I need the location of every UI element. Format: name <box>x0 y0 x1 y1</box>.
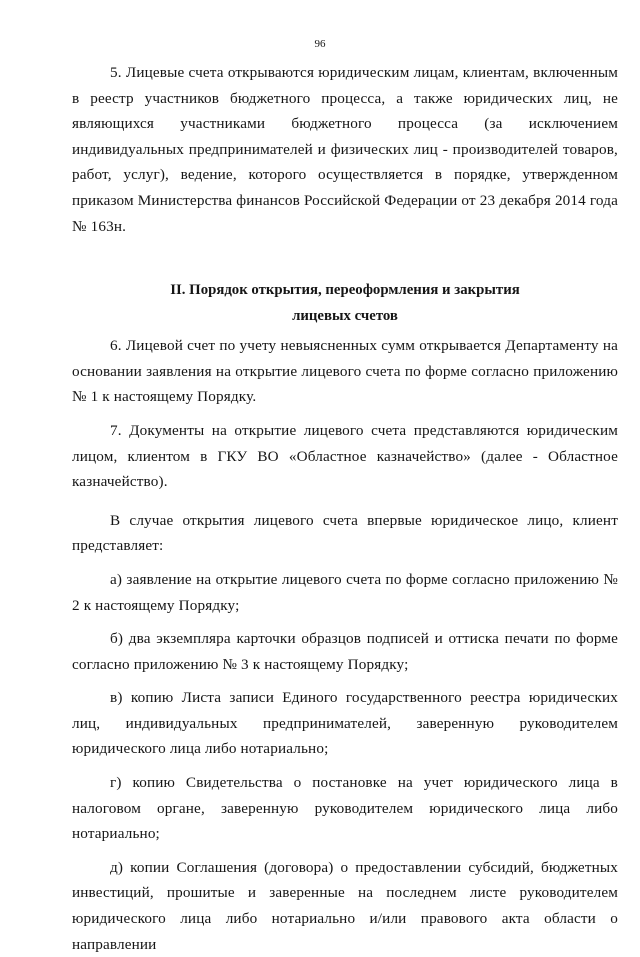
paragraph-5: 5. Лицевые счета открываются юридическим лицам, клиентам, включенным в реестр участников бюджетного процесса, а также юридических лиц, не являющихся участниками бюджетного процесса (за исключением индивидуальных предпринимателей и физических лиц - производителей товаров, работ, услуг), ведение, которого осуществляется в порядке, утвержденном приказом Министерства финансов Российской Федерации от 23 декабря 2014 года № 163н. <box>72 64 618 235</box>
section-heading-line2: лицевых счетов <box>292 308 398 325</box>
paragraph-first-time: В случае открытия лицевого счета впервые юридическое лицо, клиент представляет: <box>72 511 618 555</box>
list-item-v: в) копию Листа записи Единого государственного реестра юридических лиц, индивидуальных предпринимателей, заверенную руководителем юридического лица либо нотариально; <box>72 689 618 758</box>
document-body <box>72 60 618 957</box>
paragraph-7: 7. Документы на открытие лицевого счета представляются юридическим лицом, клиентом в ГКУ ВО «Областное казначейство» (далее - Областное казначейство). <box>72 421 618 491</box>
paragraph-6: 6. Лицевой счет по учету невыясненных сумм открывается Департаменту на основании заявления на открытие лицевого счета по форме согласно приложению № 1 к настоящему Порядку. <box>72 337 618 406</box>
list-item-b: б) два экземпляра карточки образцов подписей и оттиска печати по форме согласно приложению № 3 к настоящему Порядку; <box>72 630 618 673</box>
list-item-a: а) заявление на открытие лицевого счета по форме согласно приложению № 2 к настоящему Порядку; <box>72 570 618 614</box>
list-item-d: д) копии Соглашения (договора) о предоставлении субсидий, бюджетных инвестиций, прошитые и заверенные на последнем листе руководителем юридического лица либо нотариально и/или правового акта области о направлении <box>72 858 618 953</box>
section-heading-line1: II. Порядок открытия, переоформления и закрытия <box>170 282 520 299</box>
list-item-g: г) копию Свидетельства о постановке на учет юридического лица в налоговом органе, заверенную руководителем юридического лица либо нотариально; <box>72 774 618 843</box>
section-heading <box>72 277 618 329</box>
page-number: 96 <box>314 38 326 50</box>
